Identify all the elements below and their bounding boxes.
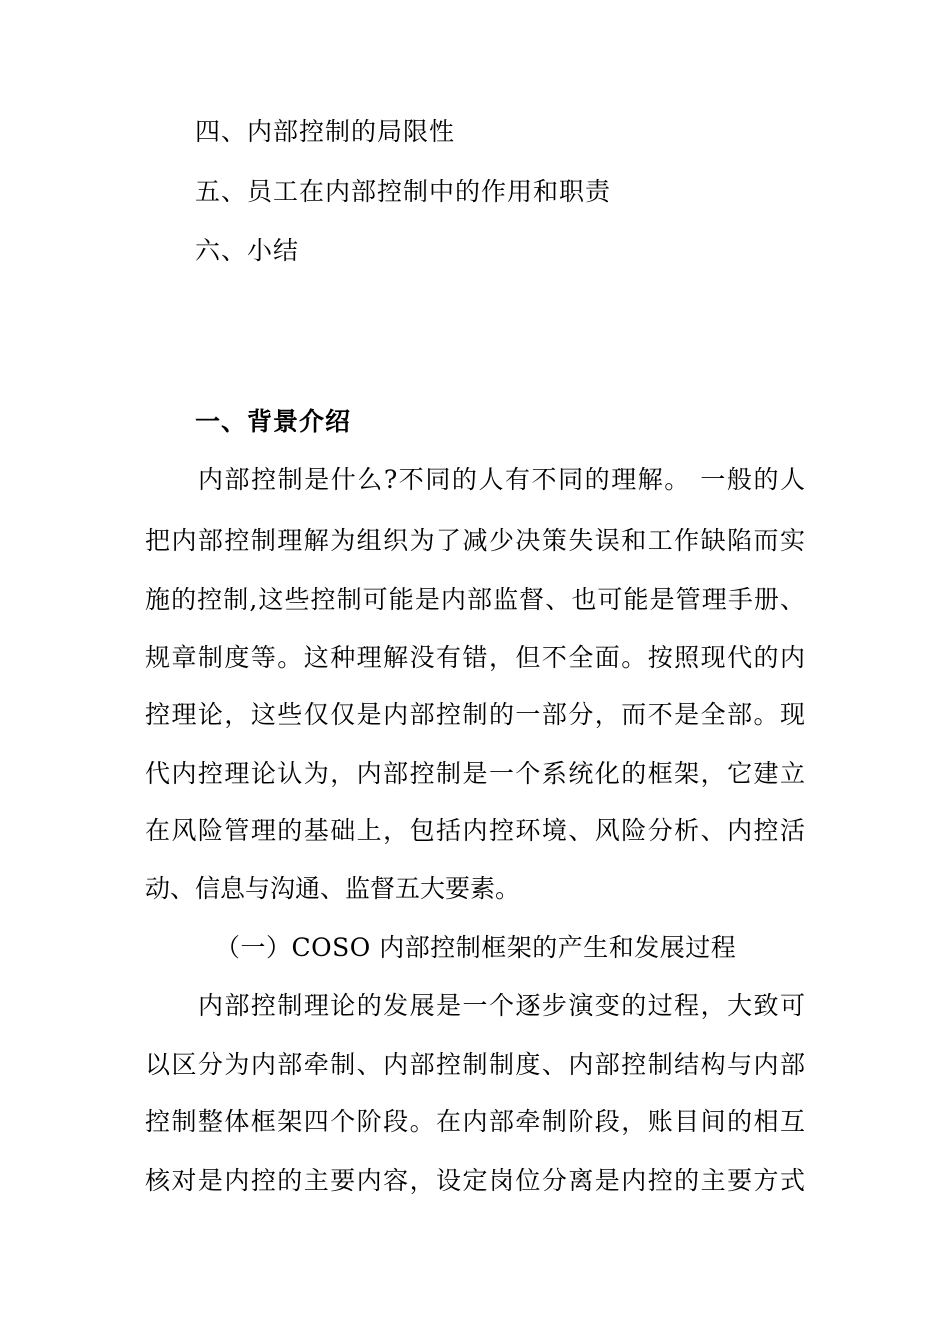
- toc-item-employee-roles: 五、员工在内部控制中的作用和职责: [195, 177, 612, 206]
- paragraph-line: 内部控制理论的发展是一个逐步演变的过程，大致可: [198, 991, 805, 1020]
- paragraph-line: 把内部控制理解为组织为了减少决策失误和工作缺陷而实: [145, 526, 805, 555]
- paragraph-line: 以区分为内部牵制、内部控制制度、内部控制结构与内部: [145, 1050, 805, 1079]
- paragraph-line: 规章制度等。这种理解没有错，但不全面。按照现代的内: [145, 643, 805, 672]
- paragraph-line: 控理论，这些仅仅是内部控制的一部分，而不是全部。现: [145, 700, 805, 729]
- toc-item-summary: 六、小结: [195, 236, 300, 265]
- subsection-heading-coso: （一）COSO 内部控制框架的产生和发展过程: [215, 933, 737, 962]
- paragraph-line: 动、信息与沟通、监督五大要素。: [145, 874, 521, 903]
- paragraph-line: 在风险管理的基础上，包括内控环境、风险分析、内控活: [145, 816, 805, 845]
- paragraph-line: 代内控理论认为，内部控制是一个系统化的框架，它建立: [145, 759, 805, 788]
- paragraph-line: 内部控制是什么?不同的人有不同的理解。 一般的人: [198, 465, 805, 494]
- paragraph-line: 核对是内控的主要内容，设定岗位分离是内控的主要方式: [145, 1166, 805, 1195]
- section-heading-background: 一、背景介绍: [195, 407, 352, 436]
- paragraph-line: 施的控制,这些控制可能是内部监督、也可能是管理手册、: [145, 585, 805, 614]
- paragraph-line: 控制整体框架四个阶段。在内部牵制阶段，账目间的相互: [145, 1107, 805, 1136]
- toc-item-limitations: 四、内部控制的局限性: [195, 117, 456, 146]
